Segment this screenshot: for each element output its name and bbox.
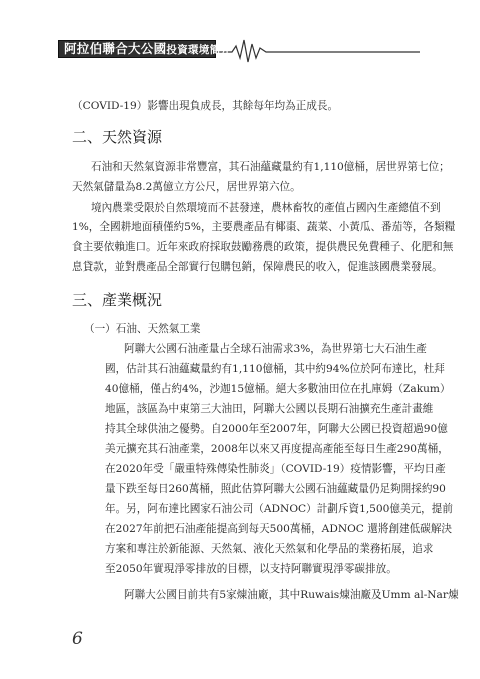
paragraph-line: 石油和天然氣資源非常豐富，其石油蘊藏量約有1,110億桶，居世界第七位； [91,161,450,173]
header-title-main: 阿拉伯聯合大公國 [64,41,167,56]
paragraph-line: 至2050年實現淨零排放的目標，以支持阿聯實現淨零碳排放。 [105,563,397,575]
heading-industry-overview: 三、產業概況 [72,291,163,309]
paragraph-line: 阿聯大公國目前共有5家煉油廠，其中Ruwais煉油廠及Umm al-Nar煉 [124,589,459,601]
paragraph-line: 方案和專注於新能源、天然氣、液化天然氣和化學品的業務拓展，追求 [105,543,434,555]
paragraph-line: 美元擴充其石油產業，2008年以來又再度提高產能至每日生產290萬桶， [105,443,449,455]
paragraph-line: 境內農業受限於自然環境而不甚發達，農林畜牧的產值占國內生產總值不到 [91,202,441,214]
paragraph-line: 阿聯大公國石油產量占全球石油需求3%，為世界第七大石油生產 [124,343,427,355]
paragraph-line: 在2020年受「嚴重特殊傳染性肺炎」（COVID-19）疫情影響，平均日產 [105,463,446,475]
page-number: 6 [72,629,83,649]
paragraph-line: 息貸款，並對農產品全部實行包購包銷，保障農民的收入，促進該國農業發展。 [72,261,443,273]
paragraph-line: 地區，該區為中東第三大油田，阿聯大公國以長期石油擴充生產計畫維 [105,403,434,415]
paragraph-line: （COVID-19）影響出現負成長，其餘每年均為正成長。 [72,100,339,112]
paragraph-line: 國，估計其石油蘊藏量約有1,110億桶，其中約94%位於阿布達比，杜拜 [105,363,445,375]
paragraph-line: 1%，全國耕地面積僅約5%，主要農產品有椰棗、蔬菜、小黃瓜、番茄等，各類糧 [72,221,456,233]
paragraph-line: 40億桶，僅占約4%，沙迦15億桶。絕大多數油田位在扎庫姆（Zakum） [105,383,451,395]
paragraph-line: 年。另，阿布達比國家石油公司（ADNOC）計劃斥資1,500億美元，提前 [105,503,453,515]
paragraph-line: 持其全球供油之優勢。自2000年至2007年，阿聯大公國已投資超過90億 [105,423,448,435]
subheading-oil-gas: （一）石油、天然氣工業 [84,323,201,335]
paragraph-line: 食主要依賴進口。近年來政府採取鼓勵務農的政策，提供農民免費種子、化肥和無 [72,241,454,253]
heading-natural-resources: 二、天然資源 [72,128,163,146]
header-title-sub: 投資環境簡介 [166,44,232,56]
paragraph-line: 天然氣儲量為8.2萬億立方公尺，居世界第六位。 [72,181,301,193]
paragraph-line: 量下跌至每日260萬桶，照此估算阿聯大公國石油蘊藏量仍足夠開採約90 [105,483,446,495]
paragraph-line: 在2027年前把石油產能提高到每天500萬桶，ADNOC 還將創建低碳解決 [105,523,452,535]
